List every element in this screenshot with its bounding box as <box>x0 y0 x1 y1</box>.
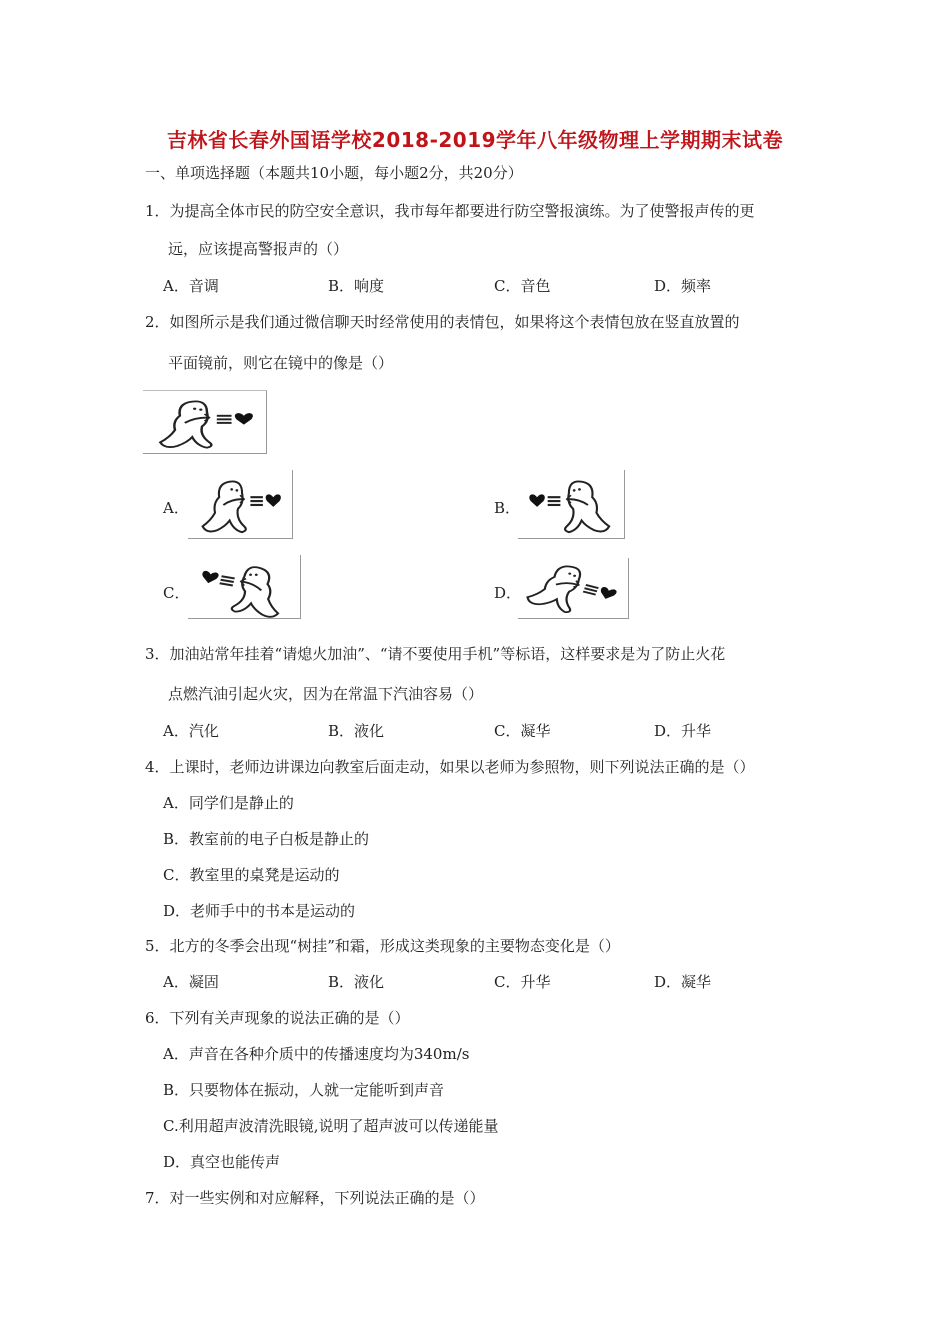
question-5-text: 5．北方的冬季会出现“树挂”和霜，形成这类现象的主要物态变化是（） <box>145 937 620 955</box>
q5-option-d: D．凝华 <box>654 973 712 991</box>
question-1-text: 1．为提高全体市民的防空安全意识，我市每年都要进行防空警报演练。为了使警报声传的更 <box>145 202 755 220</box>
q6-option-b: B．只要物体在振动，人就一定能听到声音 <box>163 1081 445 1099</box>
q2-option-a-image <box>188 470 293 539</box>
q2-option-d-image <box>518 558 629 619</box>
q1-option-b: B．响度 <box>328 277 385 295</box>
q3-option-d: D．升华 <box>654 722 712 740</box>
q3-option-b: B．液化 <box>328 722 385 740</box>
question-4-text: 4．上课时，老师边讲课边向教室后面走动，如果以老师为参照物，则下列说法正确的是（） <box>145 758 755 776</box>
q5-option-b: B．液化 <box>328 973 385 991</box>
question-7-text: 7．对一些实例和对应解释，下列说法正确的是（） <box>145 1189 485 1207</box>
q2-option-c-image <box>188 555 301 619</box>
q2-option-a-label: A． <box>163 499 189 517</box>
emoji-figure <box>143 390 267 454</box>
q6-option-a: A．声音在各种介质中的传播速度均为340m/s <box>163 1045 470 1063</box>
q4-option-b: B．教室前的电子白板是静止的 <box>163 830 370 848</box>
q2-option-b-image <box>518 470 625 539</box>
q4-option-a: A．同学们是静止的 <box>163 794 294 812</box>
q4-option-c: C．教室里的桌凳是运动的 <box>163 866 340 884</box>
q2-option-b-label: B． <box>494 499 521 517</box>
exam-title: 吉林省长春外国语学校2018-2019学年八年级物理上学期期末试卷 <box>166 128 784 152</box>
question-3-text-cont: 点燃汽油引起火灾，因为在常温下汽油容易（） <box>168 685 484 703</box>
q4-option-d: D．老师手中的书本是运动的 <box>163 902 356 920</box>
question-2-text-cont: 平面镜前，则它在镜中的像是（） <box>168 354 394 372</box>
q1-option-d: D．频率 <box>654 277 712 295</box>
q5-option-a: A．凝固 <box>163 973 219 991</box>
q5-option-c: C．升华 <box>494 973 551 991</box>
question-3-text: 3．加油站常年挂着“请熄火加油”、“请不要使用手机”等标语，这样要求是为了防止火花 <box>145 645 726 663</box>
question-1-text-cont: 远，应该提高警报声的（） <box>168 240 349 258</box>
q3-option-c: C．凝华 <box>494 722 551 740</box>
question-6-text: 6．下列有关声现象的说法正确的是（） <box>145 1009 410 1027</box>
q2-option-d-label: D． <box>494 584 522 602</box>
q1-option-c: C．音色 <box>494 277 551 295</box>
q1-option-a: A．音调 <box>163 277 219 295</box>
q3-option-a: A．汽化 <box>163 722 219 740</box>
q6-option-d: D．真空也能传声 <box>163 1153 281 1171</box>
q2-option-c-label: C． <box>163 584 190 602</box>
q6-option-c: C.利用超声波清洗眼镜,说明了超声波可以传递能量 <box>163 1117 499 1135</box>
section-heading: 一、单项选择题（本题共10小题，每小题2分，共20分） <box>145 164 523 182</box>
question-2-text: 2．如图所示是我们通过微信聊天时经常使用的表情包，如果将这个表情包放在竖直放置的 <box>145 313 740 331</box>
